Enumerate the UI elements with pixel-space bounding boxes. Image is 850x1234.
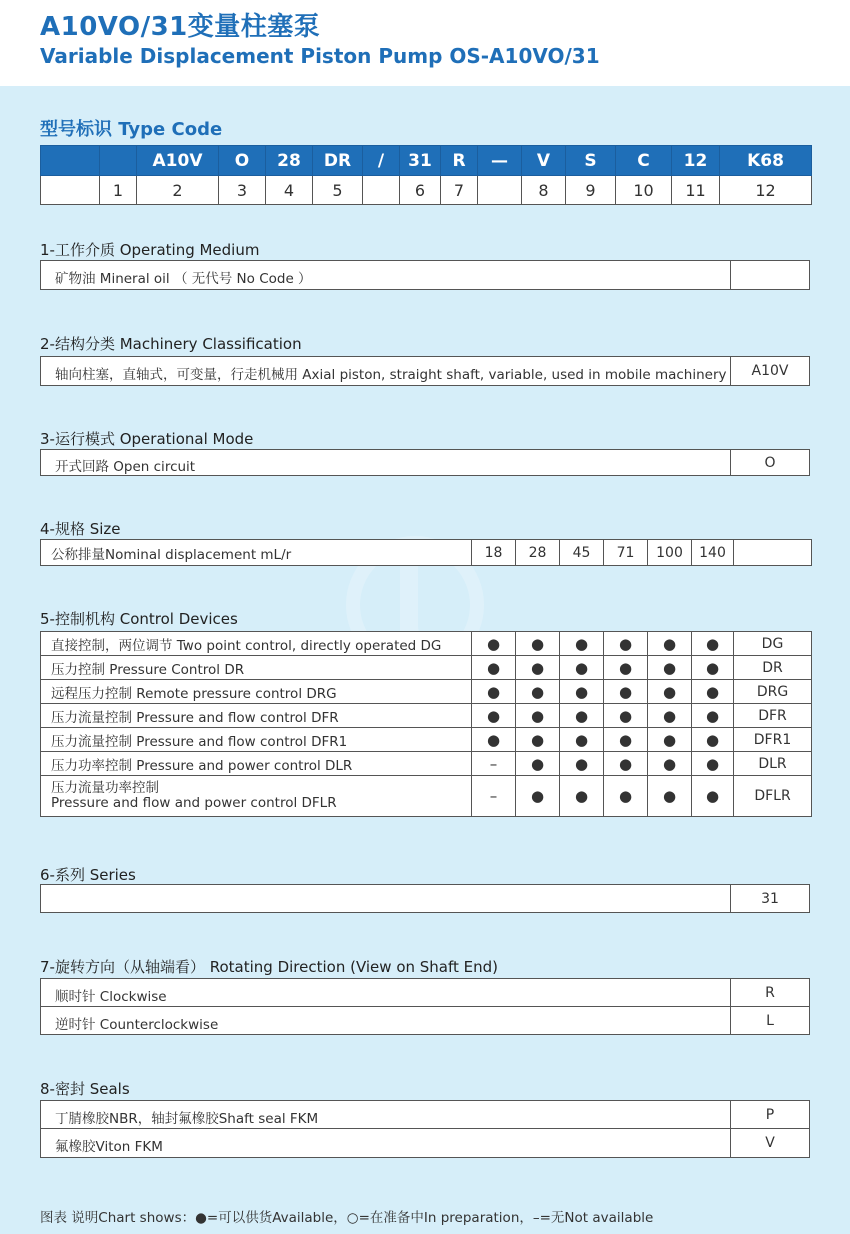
number-cell	[41, 176, 100, 205]
code-cell: V	[522, 146, 566, 176]
availability-mark: ●	[604, 776, 648, 817]
availability-mark: –	[472, 752, 516, 776]
control-code: DFR	[734, 704, 812, 728]
availability-mark: ●	[692, 656, 734, 680]
availability-mark: ●	[648, 704, 692, 728]
chart-legend-note: 图表 说明Chart shows：●=可以供货Available，○=在准备中In preparation，–=无Not available	[40, 1210, 654, 1226]
availability-mark: ●	[560, 656, 604, 680]
size-value: 140	[692, 540, 734, 566]
availability-mark: ●	[604, 704, 648, 728]
code-cell: R	[441, 146, 478, 176]
number-cell: 7	[441, 176, 478, 205]
seal-label: 丁腈橡胶NBR，轴封氟橡胶Shaft seal FKM	[55, 1111, 319, 1127]
availability-mark: ●	[472, 728, 516, 752]
section-title-seals: 8-密封 Seals	[40, 1080, 130, 1098]
control-row	[41, 728, 812, 752]
availability-mark: ●	[560, 776, 604, 817]
availability-mark: ●	[560, 632, 604, 656]
size-row	[41, 540, 812, 566]
number-cell: 9	[566, 176, 616, 205]
availability-mark: ●	[604, 752, 648, 776]
availability-mark: –	[472, 776, 516, 817]
rotation-code: R	[730, 979, 809, 1006]
type-code-row	[41, 146, 812, 176]
availability-mark: ●	[560, 752, 604, 776]
seal-code: V	[730, 1129, 809, 1157]
control-code: DLR	[734, 752, 812, 776]
section-title-mode: 3-运行模式 Operational Mode	[40, 430, 254, 448]
control-label	[41, 776, 472, 817]
page-subtitle: Variable Displacement Piston Pump OS-A10VO/31	[40, 44, 600, 68]
control-code: DR	[734, 656, 812, 680]
code-cell: C	[616, 146, 672, 176]
availability-mark: ●	[648, 632, 692, 656]
seal-code: P	[730, 1101, 809, 1128]
size-value: 45	[560, 540, 604, 566]
control-label: 压力流量控制 Pressure and flow control DFR	[41, 704, 472, 728]
section-title-rotation: 7-旋转方向（从轴端看） Rotating Direction (View on Shaft End)	[40, 958, 499, 976]
page-title: A10VO/31变量柱塞泵	[40, 12, 321, 42]
availability-mark: ●	[516, 680, 560, 704]
control-label-line: Pressure and flow and power control DFLR	[51, 795, 337, 811]
control-row	[41, 680, 812, 704]
seal-row	[40, 1128, 810, 1158]
section-title-machinery: 2-结构分类 Machinery Classification	[40, 335, 302, 353]
availability-mark: ●	[560, 704, 604, 728]
section-title-series: 6-系列 Series	[40, 866, 136, 884]
size-value: 18	[472, 540, 516, 566]
availability-mark: ●	[560, 680, 604, 704]
code-cell: 28	[266, 146, 313, 176]
code-cell: —	[478, 146, 522, 176]
size-value: 71	[604, 540, 648, 566]
header	[0, 0, 850, 86]
control-row	[41, 704, 812, 728]
control-code: DG	[734, 632, 812, 656]
number-cell: 5	[313, 176, 363, 205]
number-cell: 10	[616, 176, 672, 205]
code-cell: 12	[672, 146, 720, 176]
code-cell: /	[363, 146, 400, 176]
size-desc: 公称排量Nominal displacement mL/r	[41, 540, 472, 566]
rotation-row	[40, 978, 810, 1007]
availability-mark: ●	[648, 752, 692, 776]
availability-mark: ●	[472, 704, 516, 728]
control-label: 压力控制 Pressure Control DR	[41, 656, 472, 680]
availability-mark: ●	[648, 656, 692, 680]
seal-label: 氟橡胶Viton FKM	[55, 1139, 163, 1155]
size-code	[734, 540, 812, 566]
availability-mark: ●	[692, 704, 734, 728]
availability-mark: ●	[692, 752, 734, 776]
rotation-label: 逆时针 Counterclockwise	[55, 1017, 219, 1033]
availability-mark: ●	[604, 632, 648, 656]
control-row	[41, 752, 812, 776]
rotation-row	[40, 1006, 810, 1035]
code-cell: S	[566, 146, 616, 176]
availability-mark: ●	[516, 776, 560, 817]
mode-code: O	[730, 450, 809, 475]
number-cell: 6	[400, 176, 441, 205]
availability-mark: ●	[516, 752, 560, 776]
control-code: DFR1	[734, 728, 812, 752]
number-cell: 2	[137, 176, 219, 205]
size-value: 100	[648, 540, 692, 566]
availability-mark: ●	[560, 728, 604, 752]
control-label-line: 压力流量功率控制	[51, 780, 159, 796]
mode-box	[40, 449, 810, 476]
series-box	[40, 884, 810, 913]
control-label: 压力功率控制 Pressure and power control DLR	[41, 752, 472, 776]
type-code-title: 型号标识 Type Code	[40, 119, 223, 140]
availability-mark: ●	[516, 704, 560, 728]
size-value: 28	[516, 540, 560, 566]
control-code: DRG	[734, 680, 812, 704]
control-row	[41, 632, 812, 656]
control-table	[40, 631, 812, 817]
control-label: 直接控制，两位调节 Two point control, directly operated DG	[41, 632, 472, 656]
availability-mark: ●	[604, 728, 648, 752]
number-cell: 4	[266, 176, 313, 205]
availability-mark: ●	[692, 680, 734, 704]
availability-mark: ●	[604, 680, 648, 704]
availability-mark: ●	[516, 656, 560, 680]
control-code: DFLR	[734, 776, 812, 817]
number-cell: 1	[100, 176, 137, 205]
number-cell: 3	[219, 176, 266, 205]
availability-mark: ●	[692, 728, 734, 752]
code-cell: O	[219, 146, 266, 176]
machinery-code: A10V	[730, 357, 809, 385]
size-table	[40, 539, 812, 566]
number-cell	[363, 176, 400, 205]
availability-mark: ●	[692, 776, 734, 817]
medium-code	[730, 261, 809, 289]
control-row	[41, 776, 812, 817]
availability-mark: ●	[648, 728, 692, 752]
code-cell: 31	[400, 146, 441, 176]
control-label: 远程压力控制 Remote pressure control DRG	[41, 680, 472, 704]
medium-box	[40, 260, 810, 290]
type-code-table	[40, 145, 812, 205]
rotation-code: L	[730, 1007, 809, 1034]
availability-mark: ●	[604, 656, 648, 680]
availability-mark: ●	[516, 632, 560, 656]
availability-mark: ●	[472, 656, 516, 680]
availability-mark: ●	[648, 680, 692, 704]
availability-mark: ●	[648, 776, 692, 817]
control-label: 压力流量控制 Pressure and flow control DFR1	[41, 728, 472, 752]
availability-mark: ●	[692, 632, 734, 656]
number-cell: 11	[672, 176, 720, 205]
number-cell: 12	[720, 176, 812, 205]
availability-mark: ●	[472, 632, 516, 656]
number-cell: 8	[522, 176, 566, 205]
section-title-control: 5-控制机构 Control Devices	[40, 610, 238, 628]
section-title-size: 4-规格 Size	[40, 520, 121, 538]
seal-row	[40, 1100, 810, 1129]
number-cell	[478, 176, 522, 205]
section-title-medium: 1-工作介质 Operating Medium	[40, 241, 260, 259]
code-cell: A10V	[137, 146, 219, 176]
code-cell	[100, 146, 137, 176]
machinery-desc: 轴向柱塞，直轴式，可变量，行走机械用 Axial piston, straight shaft, variable, used in mobile machinery	[55, 367, 727, 383]
mode-desc: 开式回路 Open circuit	[55, 459, 196, 475]
type-number-row	[41, 176, 812, 205]
medium-desc: 矿物油 Mineral oil （ 无代号 No Code ）	[55, 271, 312, 287]
rotation-label: 顺时针 Clockwise	[55, 989, 167, 1005]
availability-mark: ●	[516, 728, 560, 752]
code-cell: DR	[313, 146, 363, 176]
control-row	[41, 656, 812, 680]
series-code: 31	[730, 885, 809, 912]
availability-mark: ●	[472, 680, 516, 704]
code-cell: K68	[720, 146, 812, 176]
machinery-box	[40, 356, 810, 386]
code-cell	[41, 146, 100, 176]
